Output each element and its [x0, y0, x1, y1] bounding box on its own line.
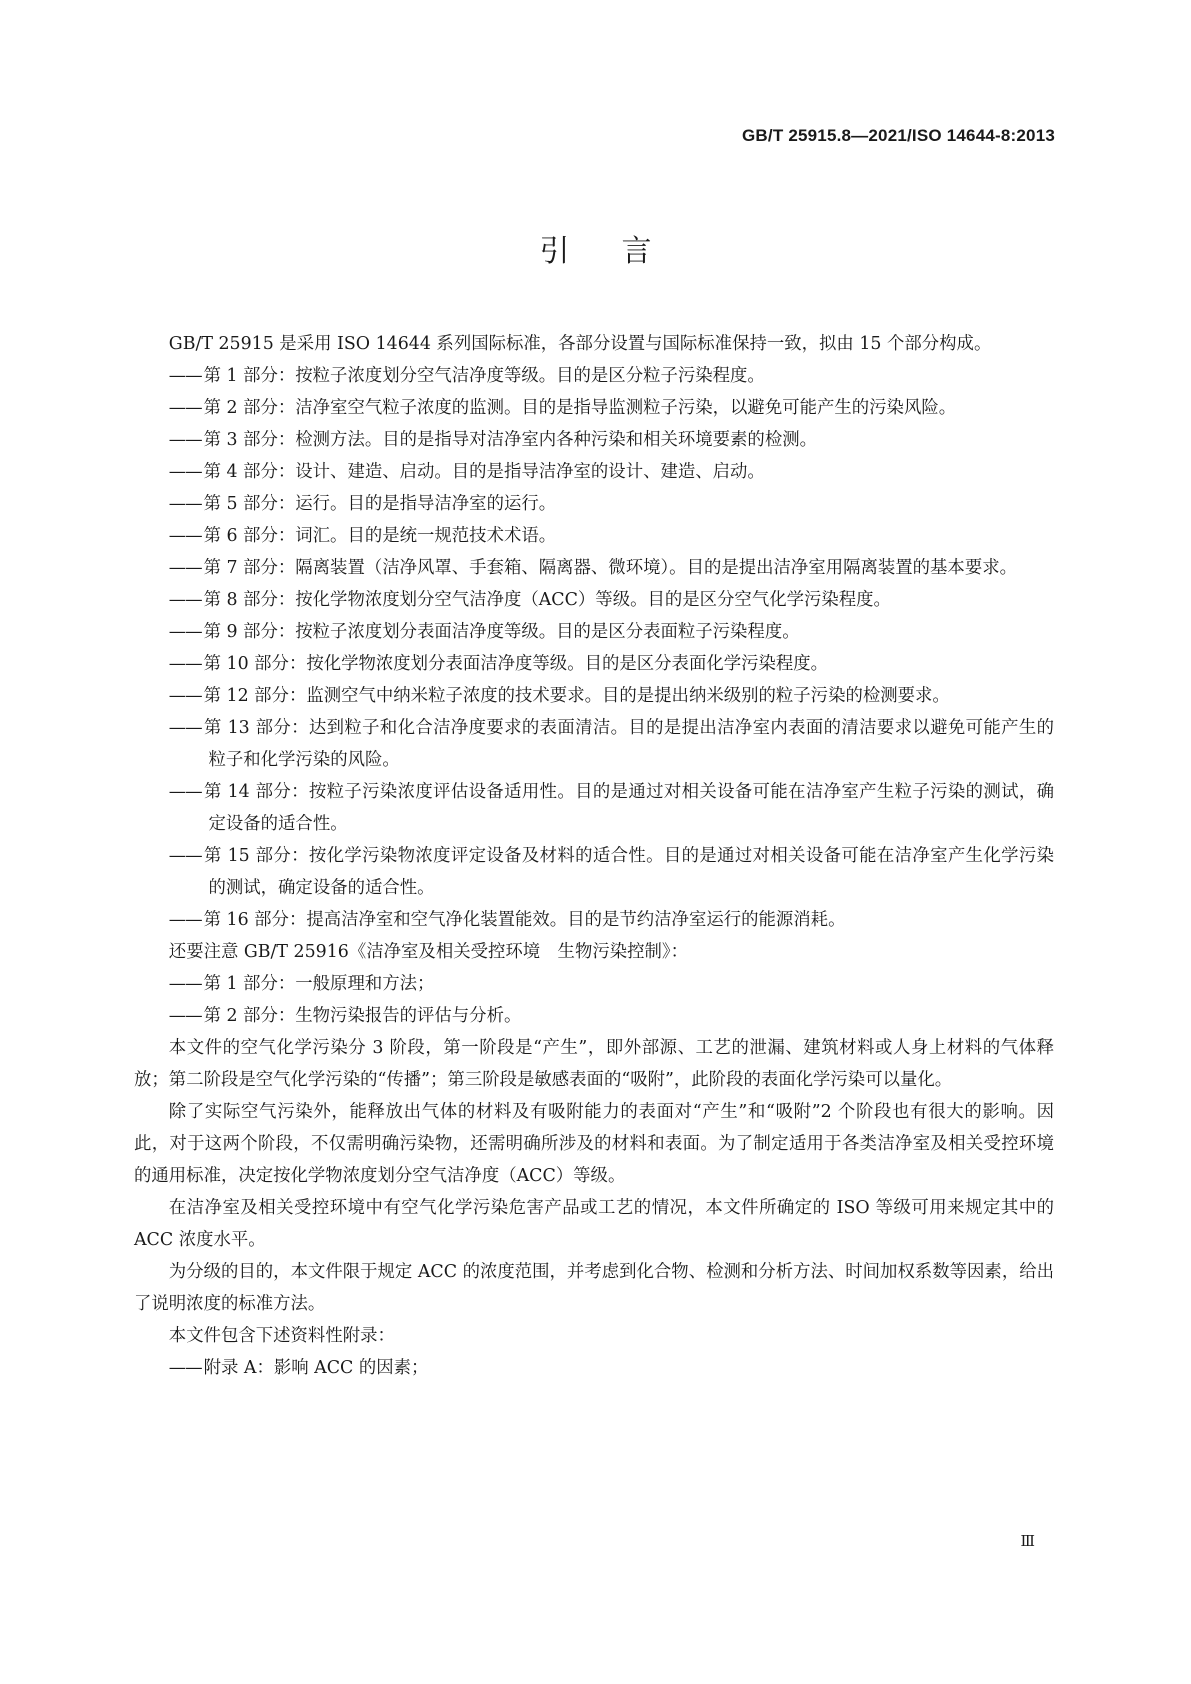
note-intro: 还要注意 GB/T 25916《洁净室及相关受控环境 生物污染控制》：: [168, 942, 688, 962]
em-dash: ——: [168, 590, 202, 610]
standard-code-header: GB/T 25915.8—2021/ISO 14644-8:2013: [742, 126, 1055, 145]
document-body: [134, 328, 1054, 1384]
page-title: 引言: [539, 234, 704, 269]
em-dash: ——: [168, 398, 202, 418]
em-dash: ——: [168, 462, 202, 482]
body-paragraph: 在洁净室及相关受控环境中有空气化学污染危害产品或工艺的情况，本文件所确定的 ISO 等级可用来规定其中的 ACC 浓度水平。: [134, 1198, 1054, 1250]
body-paragraph: 本文件包含下述资料性附录：: [168, 1326, 395, 1346]
page-number: Ⅲ: [1020, 1532, 1035, 1550]
body-paragraph: 本文件的空气化学污染分 3 阶段，第一阶段是“产生”，即外部源、工艺的泄漏、建筑材料或人身上材料的气体释放；第二阶段是空气化学污染的“传播”；第三阶段是敏感表面的“吸附”，此阶段的表面化学污染可以量化。: [134, 1038, 1054, 1090]
annex-list: [134, 1352, 1054, 1384]
list-item: —— 附录 A：影响 ACC 的因素；: [169, 1352, 1054, 1384]
list-item: —— 第 10 部分：按化学物浓度划分表面洁净度等级。目的是区分表面化学污染程度。: [169, 648, 1054, 680]
list-item: —— 第 4 部分：设计、建造、启动。目的是指导洁净室的设计、建造、启动。: [169, 456, 1054, 488]
em-dash: ——: [168, 622, 202, 642]
em-dash: ——: [168, 718, 202, 738]
em-dash: ——: [168, 430, 202, 450]
em-dash: ——: [168, 654, 202, 674]
list-item: —— 第 1 部分：按粒子浓度划分空气洁净度等级。目的是区分粒子污染程度。: [169, 360, 1054, 392]
body-paragraph: 为分级的目的，本文件限于规定 ACC 的浓度范围，并考虑到化合物、检测和分析方法、时间加权系数等因素，给出了说明浓度的标准方法。: [134, 1262, 1054, 1314]
em-dash: ——: [168, 558, 202, 578]
list-item: —— 第 7 部分：隔离装置（洁净风罩、手套箱、隔离器、微环境）。目的是提出洁净室用隔离装置的基本要求。: [169, 552, 1054, 584]
em-dash: ——: [168, 686, 202, 706]
em-dash: ——: [168, 782, 202, 802]
list-item: —— 第 16 部分：提高洁净室和空气净化装置能效。目的是节约洁净室运行的能源消耗。: [169, 904, 1054, 936]
list-item: —— 第 6 部分：词汇。目的是统一规范技术术语。: [169, 520, 1054, 552]
parts-list: [134, 360, 1054, 936]
em-dash: ——: [168, 1006, 202, 1026]
em-dash: ——: [168, 1358, 202, 1378]
list-item: —— 第 12 部分：监测空气中纳米粒子浓度的技术要求。目的是提出纳米级别的粒子污染的检测要求。: [169, 680, 1054, 712]
list-item: —— 第 15 部分：按化学污染物浓度评定设备及材料的适合性。目的是通过对相关设备可能在洁净室产生化学污染的测试，确定设备的适合性。: [169, 840, 1054, 904]
list-item: —— 第 9 部分：按粒子浓度划分表面洁净度等级。目的是区分表面粒子污染程度。: [169, 616, 1054, 648]
list-item: —— 第 2 部分：生物污染报告的评估与分析。: [169, 1000, 1054, 1032]
body-paragraph: 除了实际空气污染外，能释放出气体的材料及有吸附能力的表面对“产生”和“吸附”2 个阶段也有很大的影响。因此，对于这两个阶段，不仅需明确污染物，还需明确所涉及的材料和表面。为了制定适用于各类洁净室及相关受控环境的通用标准，决定按化学物浓度划分空气洁净度（ACC）等级。: [134, 1102, 1054, 1186]
list-item: —— 第 5 部分：运行。目的是指导洁净室的运行。: [169, 488, 1054, 520]
list-item: —— 第 1 部分：一般原理和方法；: [169, 968, 1054, 1000]
em-dash: ——: [168, 910, 202, 930]
intro-paragraph: GB/T 25915 是采用 ISO 14644 系列国际标准，各部分设置与国际标准保持一致，拟由 15 个部分构成。: [168, 334, 992, 354]
em-dash: ——: [168, 526, 202, 546]
em-dash: ——: [168, 494, 202, 514]
list-item: —— 第 3 部分：检测方法。目的是指导对洁净室内各种污染和相关环境要素的检测。: [169, 424, 1054, 456]
list-item: —— 第 13 部分：达到粒子和化合洁净度要求的表面清洁。目的是提出洁净室内表面的清洁要求以避免可能产生的粒子和化学污染的风险。: [169, 712, 1054, 776]
em-dash: ——: [168, 974, 202, 994]
note-parts-list: [134, 968, 1054, 1032]
list-item: —— 第 14 部分：按粒子污染浓度评估设备适用性。目的是通过对相关设备可能在洁净室产生粒子污染的测试，确定设备的适合性。: [169, 776, 1054, 840]
list-item: —— 第 8 部分：按化学物浓度划分空气洁净度（ACC）等级。目的是区分空气化学污染程度。: [169, 584, 1054, 616]
em-dash: ——: [168, 846, 202, 866]
em-dash: ——: [168, 366, 202, 386]
list-item: —— 第 2 部分：洁净室空气粒子浓度的监测。目的是指导监测粒子污染，以避免可能产生的污染风险。: [169, 392, 1054, 424]
